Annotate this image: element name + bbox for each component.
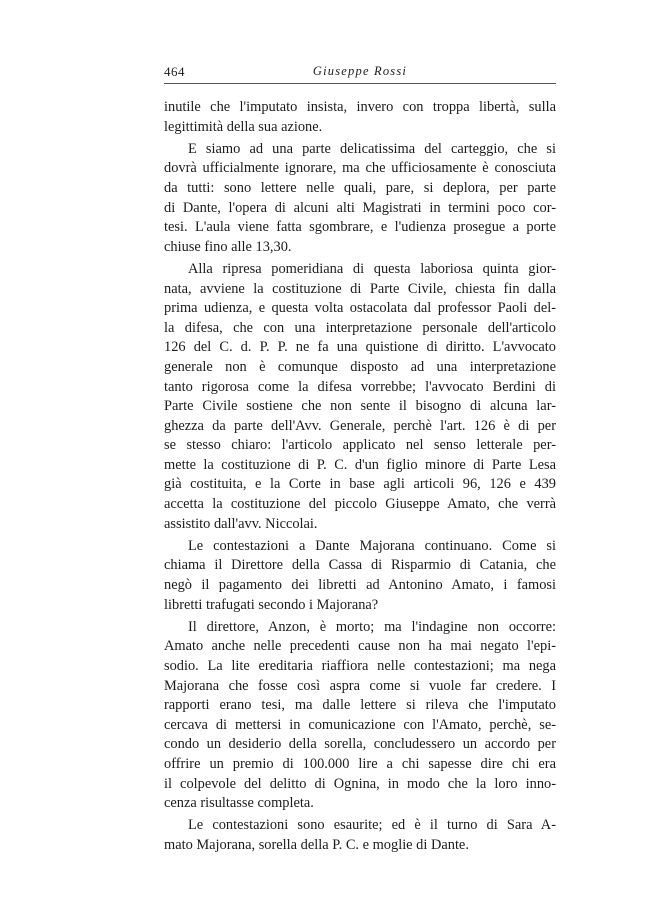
text-line: condo un desiderio della sorella, concludessero un accordo per <box>164 736 556 753</box>
text-line: 126 del C. d. P. P. ne fa una quistione di diritto. L'avvocato <box>164 339 556 356</box>
text-line: dovrà ufficialmente ignorare, ma che ufficiosamente è conosciuta <box>164 160 556 177</box>
text-line: il colpevole del delitto di Ognina, in modo che la loro inno- <box>164 775 556 792</box>
paragraph <box>164 816 556 855</box>
page-header <box>164 64 556 86</box>
text-line: assistito dall'avv. Niccolai. <box>164 515 318 532</box>
paragraph <box>164 537 556 615</box>
text-line: libretti trafugati secondo i Majorana? <box>164 596 379 613</box>
text-line: E siamo ad una parte delicatissima del carteggio, che si <box>188 140 556 157</box>
body-text <box>164 98 556 856</box>
paragraph <box>164 260 556 534</box>
text-line: Amato anche nelle precedenti cause non ha mai negato l'epi- <box>164 638 556 655</box>
text-line: da tutti: sono lettere nelle quali, pare, si deplora, per parte <box>164 179 556 196</box>
text-line: prima udienza, e questa volta ostacolata dal professor Paoli del- <box>164 300 556 317</box>
text-line: tanto rigorosa come la difesa vorrebbe; l'avvocato Berdini di <box>164 378 556 395</box>
paragraph <box>164 140 556 258</box>
paragraph <box>164 618 556 814</box>
text-line: sodio. La lite ereditaria riaffiora nelle contestazioni; ma nega <box>164 658 556 674</box>
text-line: cercava di mettersi in comunicazione con l'Amato, perchè, se- <box>164 716 556 733</box>
text-line: generale non è comunque disposto ad una interpretazione <box>164 358 556 375</box>
text-line: mato Majorana, sorella della P. C. e moglie di Dante. <box>164 836 469 853</box>
text-line: Alla ripresa pomeridiana di questa laboriosa quinta gior- <box>188 260 556 277</box>
text-line: già costituita, e la Corte in base agli articoli 96, 126 e 439 <box>164 476 556 493</box>
text-line: tesi. L'aula viene fatta sgombrare, e l'udienza prosegue a porte <box>164 219 556 236</box>
text-line: rapporti erano tesi, ma dalle lettere si rileva che l'imputato <box>164 697 556 714</box>
text-line: chiama il Direttore della Cassa di Risparmio di Catania, che <box>164 557 556 574</box>
text-line: la difesa, che con una interpretazione personale dell'articolo <box>164 319 556 336</box>
text-line: mette la costituzione di P. C. d'un figlio minore di Parte Lesa <box>164 456 556 473</box>
text-line: Il direttore, Anzon, è morto; ma l'indagine non occorre: <box>188 618 556 635</box>
text-line: Majorana che fosse così aspra come si vuole far credere. I <box>164 677 556 694</box>
text-line: ghezza da parte dell'Avv. Generale, perchè l'art. 126 è di per <box>164 417 556 434</box>
text-line: accetta la costituzione del piccolo Giuseppe Amato, che verrà <box>164 496 556 513</box>
text-line: inutile che l'imputato insista, invero con troppa libertà, sulla <box>164 99 556 115</box>
text-line: se stesso chiaro: l'articolo applicato nel senso letterale per- <box>164 437 556 454</box>
text-line: offrire un premio di 100.000 lire a chi sapesse dire chi era <box>164 755 556 772</box>
text-line: Le contestazioni a Dante Majorana continuano. Come si <box>188 537 556 554</box>
running-title: Giuseppe Rossi <box>312 64 408 78</box>
text-line: legittimità della sua azione. <box>164 118 323 135</box>
text-line: di Dante, l'opera di alcuni alti Magistrati in termini poco cor- <box>164 199 556 216</box>
paragraph <box>164 98 556 137</box>
page-number: 464 <box>164 64 185 79</box>
text-line: Le contestazioni sono esaurite; ed è il turno di Sara A- <box>188 817 556 834</box>
text-line: nata, avviene la costituzione di Parte Civile, chiesta fin dalla <box>164 280 556 297</box>
header-rule <box>164 83 556 84</box>
text-line: Parte Civile sostiene che non sente il bisogno di alcuna lar- <box>164 398 556 415</box>
text-line: chiuse fino alle 13,30. <box>164 238 292 255</box>
text-line: negò il pagamento dei libretti ad Antonino Amato, i famosi <box>164 577 556 594</box>
text-line: cenza risultasse completa. <box>164 795 314 812</box>
